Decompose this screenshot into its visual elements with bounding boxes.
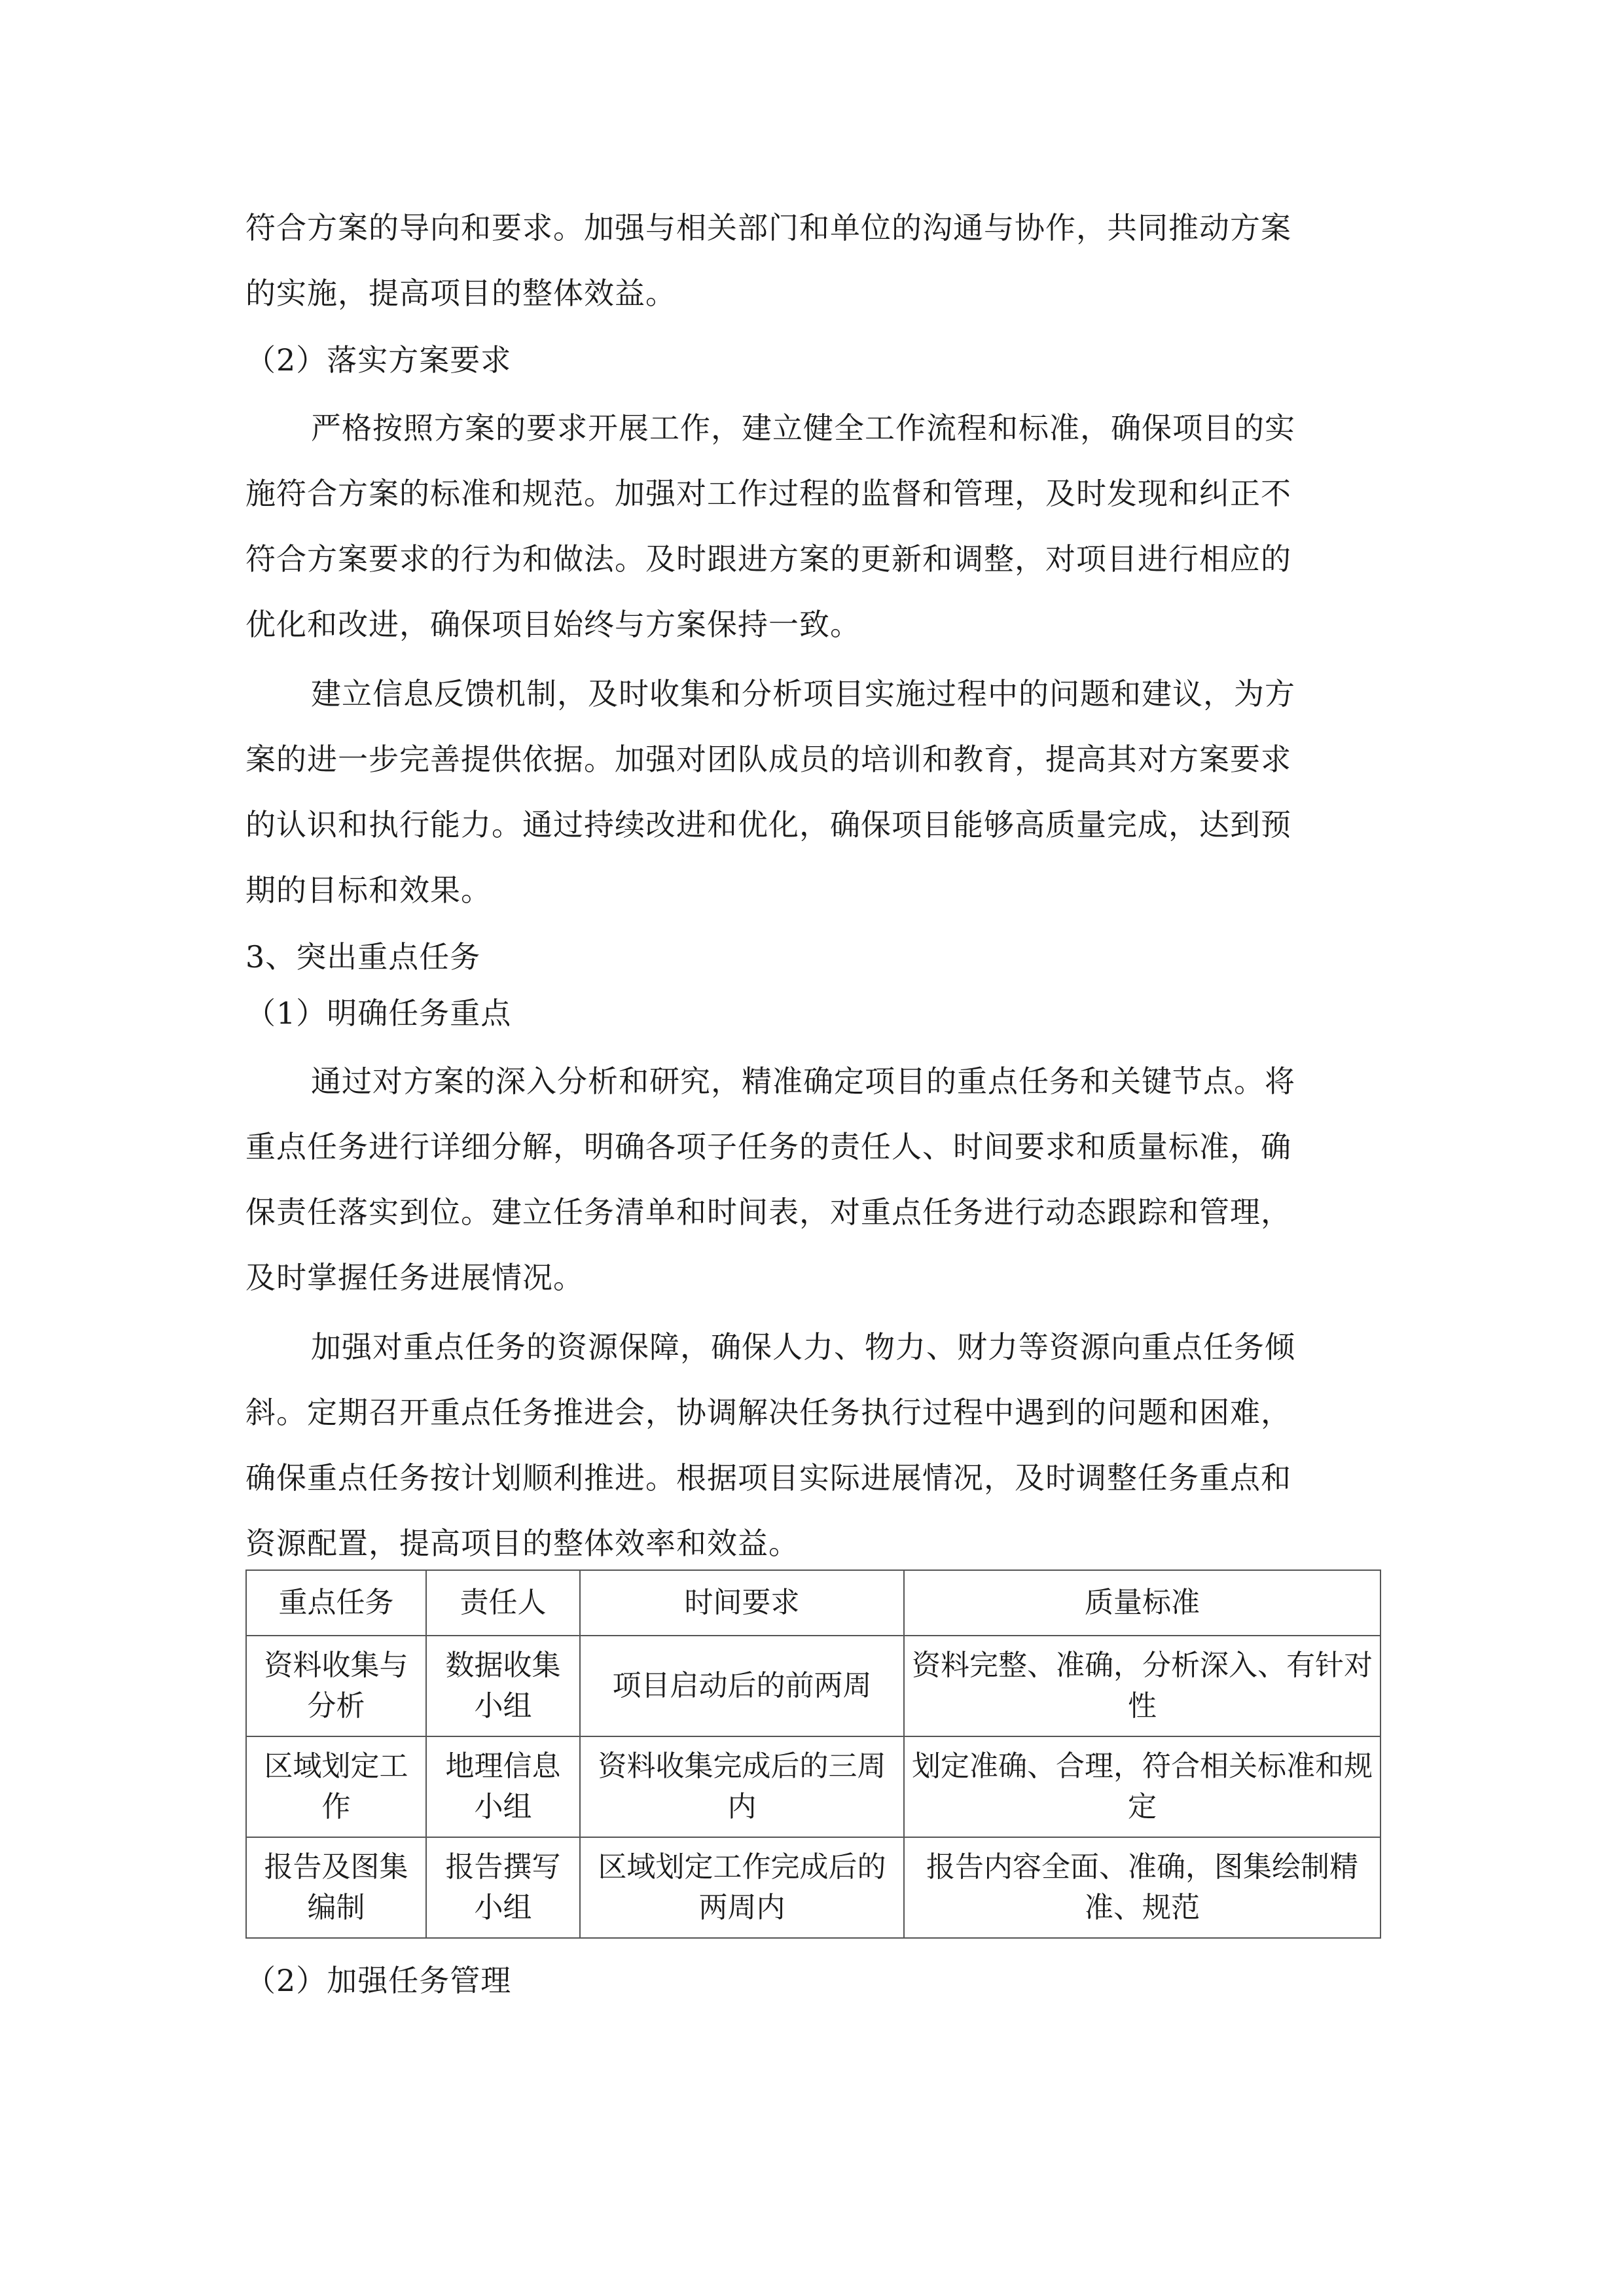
paragraph-line: 期的目标和效果。: [245, 872, 492, 908]
table-cell: 报告撰写小组: [426, 1837, 580, 1938]
table-row: [246, 1837, 1380, 1938]
table-row: [246, 1636, 1380, 1736]
paragraph-line: 符合方案要求的行为和做法。及时跟进方案的更新和调整，对项目进行相应的: [245, 541, 1291, 577]
paragraph-line: 保责任落实到位。建立任务清单和时间表，对重点任务进行动态跟踪和管理，: [245, 1194, 1291, 1230]
section-heading-key-tasks: 3、突出重点任务: [245, 939, 481, 975]
paragraph-line: 重点任务进行详细分解，明确各项子任务的责任人、时间要求和质量标准，确: [245, 1129, 1291, 1164]
table-cell: 资料完整、准确，分析深入、有针对性: [904, 1636, 1380, 1736]
table-header-row: [246, 1570, 1380, 1636]
table-cell: 项目启动后的前两周: [580, 1636, 904, 1736]
paragraph-line: 斜。定期召开重点任务推进会，协调解决任务执行过程中遇到的问题和困难，: [245, 1395, 1291, 1430]
subheading-implement-requirements: （2）落实方案要求: [245, 342, 512, 378]
paragraph-line: 建立信息反馈机制，及时收集和分析项目实施过程中的问题和建议，为方: [311, 676, 1295, 711]
subheading-strengthen-management: （2）加强任务管理: [245, 1963, 512, 1998]
table-header-cell: 重点任务: [246, 1570, 426, 1636]
table-header-cell: 质量标准: [904, 1570, 1380, 1636]
table-cell: 报告内容全面、准确，图集绘制精准、规范: [904, 1837, 1380, 1938]
paragraph-line: 的认识和执行能力。通过持续改进和优化，确保项目能够高质量完成，达到预: [245, 807, 1291, 842]
key-tasks-table: [245, 1570, 1381, 1939]
paragraph-line: 资源配置，提高项目的整体效率和效益。: [245, 1526, 799, 1561]
table-cell: 区域划定工作: [246, 1736, 426, 1837]
table-cell: 划定准确、合理，符合相关标准和规定: [904, 1736, 1380, 1837]
paragraph-line: 加强对重点任务的资源保障，确保人力、物力、财力等资源向重点任务倾: [311, 1329, 1295, 1365]
paragraph-line: 施符合方案的标准和规范。加强对工作过程的监督和管理，及时发现和纠正不: [245, 476, 1291, 511]
table-cell: 报告及图集编制: [246, 1837, 426, 1938]
paragraph-line: 确保重点任务按计划顺利推进。根据项目实际进展情况，及时调整任务重点和: [245, 1460, 1291, 1496]
table-cell: 资料收集与分析: [246, 1636, 426, 1736]
paragraph-line: 严格按照方案的要求开展工作，建立健全工作流程和标准，确保项目的实: [311, 410, 1295, 446]
table-cell: 资料收集完成后的三周内: [580, 1736, 904, 1837]
paragraph-line: 案的进一步完善提供依据。加强对团队成员的培训和教育，提高其对方案要求: [245, 742, 1291, 777]
subheading-clarify-focus: （1）明确任务重点: [245, 996, 512, 1031]
table-cell: 数据收集小组: [426, 1636, 580, 1736]
table-cell: 地理信息小组: [426, 1736, 580, 1837]
paragraph-line: 的实施，提高项目的整体效益。: [245, 276, 676, 311]
paragraph-line: 符合方案的导向和要求。加强与相关部门和单位的沟通与协作，共同推动方案: [245, 210, 1291, 245]
paragraph-line: 及时掌握任务进展情况。: [245, 1260, 584, 1295]
table-row: [246, 1736, 1380, 1837]
paragraph-line: 通过对方案的深入分析和研究，精准确定项目的重点任务和关键节点。将: [311, 1064, 1295, 1099]
table-header-cell: 责任人: [426, 1570, 580, 1636]
table-cell: 区域划定工作完成后的两周内: [580, 1837, 904, 1938]
paragraph-line: 优化和改进，确保项目始终与方案保持一致。: [245, 607, 861, 642]
table-header-cell: 时间要求: [580, 1570, 904, 1636]
